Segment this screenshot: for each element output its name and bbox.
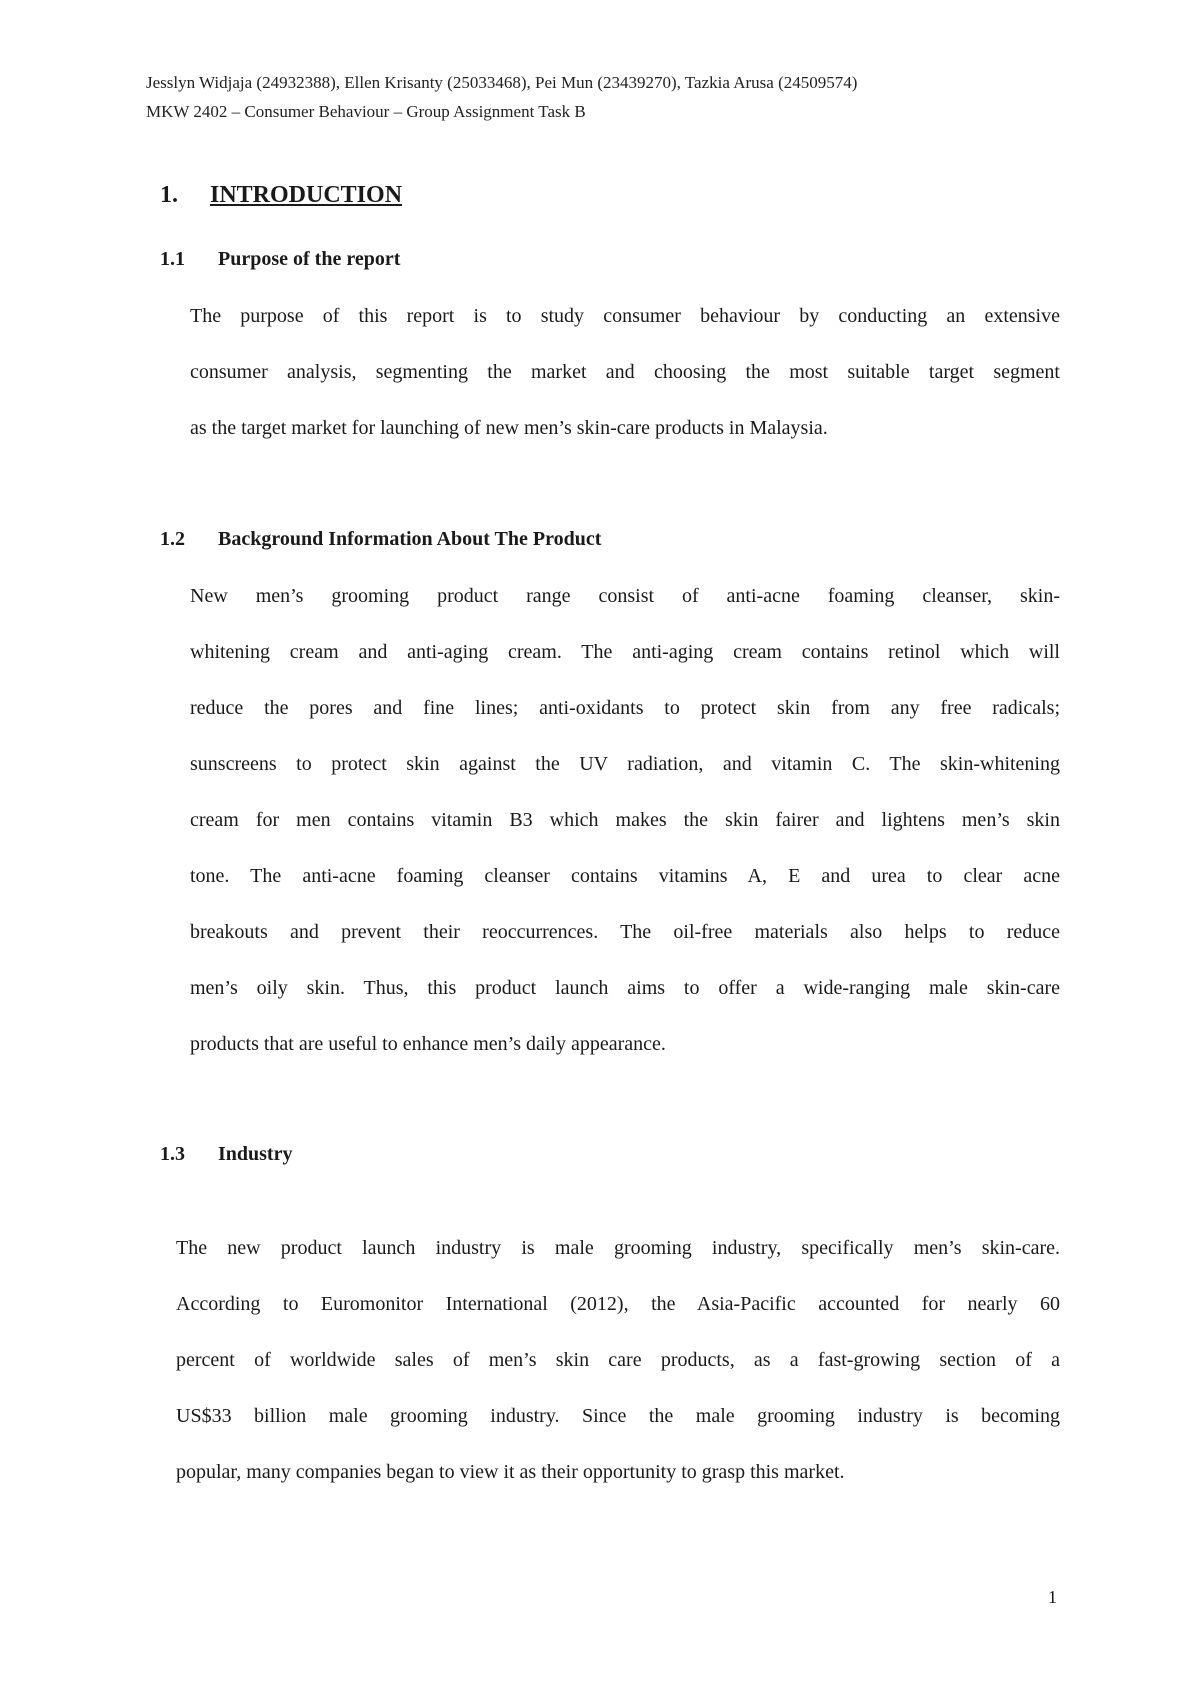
- paragraph-line: as the target market for launching of new men’s skin-care products in Malaysia.: [190, 417, 828, 439]
- paragraph-line: popular, many companies began to view it as their opportunity to grasp this market.: [176, 1461, 845, 1483]
- header-authors: Jesslyn Widjaja (24932388), Ellen Krisanty (25033468), Pei Mun (23439270), Tazkia Arusa (24509574): [146, 73, 858, 92]
- paragraph-line: sunscreens to protect skin against the UV radiation, and vitamin C. The skin-whitening: [190, 753, 1060, 775]
- subsection-title: Industry: [218, 1143, 293, 1165]
- paragraph-line: According to Euromonitor International (2012), the Asia-Pacific accounted for nearly 60: [176, 1293, 1060, 1315]
- paragraph-line: The new product launch industry is male grooming industry, specifically men’s skin-care.: [176, 1237, 1060, 1259]
- subsection-number: 1.2: [160, 528, 185, 550]
- paragraph-line: percent of worldwide sales of men’s skin care products, as a fast-growing section of a: [176, 1349, 1060, 1371]
- paragraph-line: consumer analysis, segmenting the market and choosing the most suitable target segment: [190, 361, 1060, 383]
- paragraph-purpose: [190, 288, 1060, 456]
- paragraph-line: US$33 billion male grooming industry. Since the male grooming industry is becoming: [176, 1405, 1060, 1427]
- section-number: 1.: [160, 182, 178, 208]
- subsection-number: 1.3: [160, 1143, 185, 1165]
- header-course: MKW 2402 – Consumer Behaviour – Group Assignment Task B: [146, 102, 586, 121]
- paragraph-line: breakouts and prevent their reoccurrences. The oil-free materials also helps to reduce: [190, 921, 1060, 943]
- subsection-heading-purpose: [160, 248, 400, 271]
- subsection-heading-industry: [160, 1143, 292, 1166]
- paragraph-line: men’s oily skin. Thus, this product launch aims to offer a wide-ranging male skin-care: [190, 977, 1060, 999]
- paragraph-industry: [176, 1220, 1060, 1500]
- paragraph-line: tone. The anti-acne foaming cleanser contains vitamins A, E and urea to clear acne: [190, 865, 1060, 887]
- paragraph-line: whitening cream and anti-aging cream. The anti-aging cream contains retinol which will: [190, 641, 1060, 663]
- paragraph-line: The purpose of this report is to study consumer behaviour by conducting an extensive: [190, 305, 1060, 327]
- section-title: INTRODUCTION: [210, 182, 403, 208]
- paragraph-line: cream for men contains vitamin B3 which makes the skin fairer and lightens men’s skin: [190, 809, 1060, 831]
- page-number: 1: [1048, 1587, 1057, 1607]
- subsection-title: Background Information About The Product: [218, 528, 602, 550]
- paragraph-line: products that are useful to enhance men’s daily appearance.: [190, 1033, 666, 1055]
- subsection-heading-background: [160, 528, 601, 551]
- paragraph-line: New men’s grooming product range consist of anti-acne foaming cleanser, skin-: [190, 585, 1060, 607]
- paragraph-background: [190, 568, 1060, 1072]
- section-heading-introduction: [160, 182, 402, 209]
- paragraph-line: reduce the pores and fine lines; anti-oxidants to protect skin from any free radicals;: [190, 697, 1060, 719]
- subsection-title: Purpose of the report: [218, 248, 401, 270]
- subsection-number: 1.1: [160, 248, 185, 270]
